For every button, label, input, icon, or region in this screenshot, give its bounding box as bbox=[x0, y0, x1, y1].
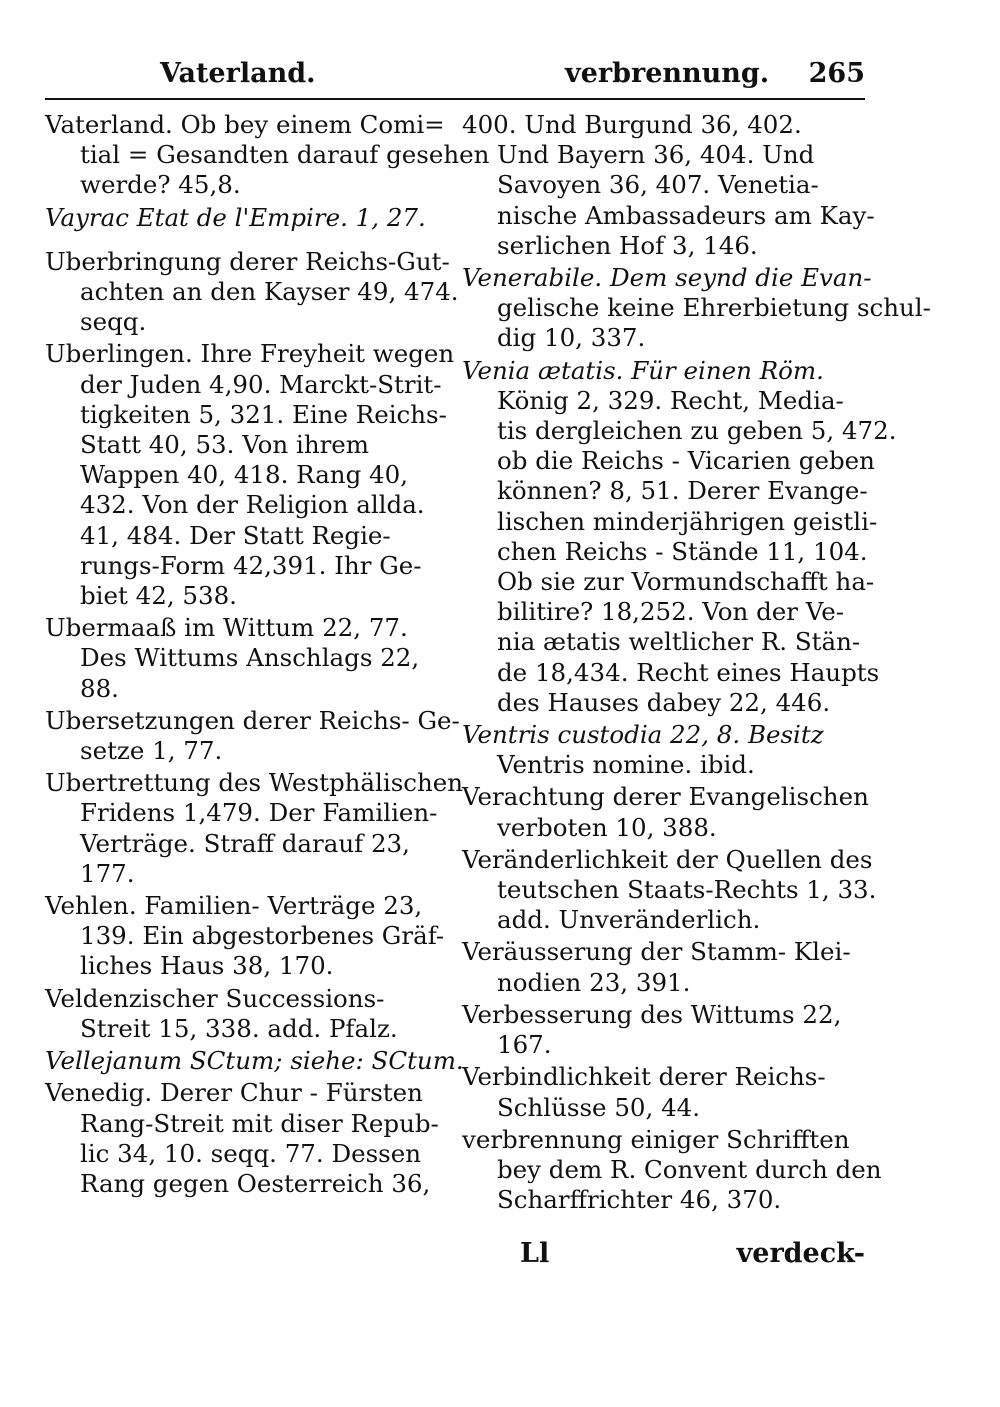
entry-continuation: 167. bbox=[497, 1030, 552, 1060]
entry-headline: 400. Und Burgund 36, 402. bbox=[462, 110, 802, 139]
entry-continuation: bilitire? 18,252. Von der Ve- bbox=[497, 597, 844, 627]
index-entry bbox=[45, 246, 459, 338]
entry-continuation: Ob sie zur Vormundschafft ha- bbox=[497, 567, 875, 597]
entry-headline: Ubermaaß im Wittum 22, 77. bbox=[45, 613, 408, 643]
entry-continuation: gelische keine Ehrerbietung schul- bbox=[497, 293, 931, 323]
left-column bbox=[45, 110, 490, 1201]
entry-headline: Venia ætatis. Für einen Röm. bbox=[462, 355, 824, 385]
index-entry bbox=[45, 891, 445, 982]
entry-continuation: der Juden 4,90. Marckt-Strit- bbox=[80, 369, 442, 399]
entry-continuation: liches Haus 38, 170. bbox=[80, 951, 334, 981]
entry-continuation: de 18,434. Recht eines Haupts bbox=[497, 657, 880, 687]
entry-headline: Vaterland. Ob bey einem Comi= bbox=[45, 110, 445, 139]
entry-continuation: lic 34, 10. seqq. 77. Dessen bbox=[80, 1138, 422, 1168]
entry-continuation: ob die Reichs - Vicarien geben bbox=[497, 446, 875, 476]
entry-headline: Ubersetzungen derer Reichs- Ge- bbox=[45, 705, 460, 735]
entry-continuation: Ventris nomine. ibid. bbox=[497, 750, 755, 780]
entry-continuation: verboten 10, 388. bbox=[497, 812, 717, 842]
entry-headline: Venerabile. Dem seynd die Evan- bbox=[462, 263, 872, 293]
entry-headline: Uberlingen. Ihre Freyheit wegen bbox=[45, 339, 455, 369]
entry-headline: Ventris custodia 22, 8. Besitz bbox=[462, 720, 824, 750]
entry-continuation: rungs-Form 42,391. Ihr Ge- bbox=[80, 550, 422, 580]
index-entry bbox=[45, 613, 445, 704]
index-entry bbox=[462, 1000, 864, 1060]
entry-headline: Vayrac Etat de l'Empire. 1, 27. bbox=[45, 202, 426, 232]
entry-continuation: Verträge. Straff darauf 23, bbox=[80, 828, 410, 858]
index-entry bbox=[462, 1124, 882, 1216]
index-entry bbox=[462, 782, 869, 842]
entry-headline: Verbindlichkeit derer Reichs- bbox=[462, 1062, 826, 1092]
entry-continuation: serlichen Hof 3, 146. bbox=[497, 230, 758, 260]
entry-headline: Ubertrettung des Westphälischen bbox=[45, 768, 464, 798]
entry-continuation: achten an den Kayser 49, 474. bbox=[80, 277, 459, 307]
entry-continuation: Und Bayern 36, 404. Und bbox=[497, 140, 815, 170]
entry-continuation: chen Reichs - Stände 11, 104. bbox=[497, 536, 868, 566]
entry-headline: Venedig. Derer Chur - Fürsten bbox=[45, 1078, 423, 1108]
right-column bbox=[462, 110, 931, 1217]
index-entry bbox=[45, 705, 460, 766]
index-entry bbox=[45, 984, 445, 1044]
entry-headline: Veräusserung der Stamm- Klei- bbox=[462, 937, 851, 967]
index-entry bbox=[45, 110, 490, 201]
entry-headline: Vehlen. Familien- Verträge 23, bbox=[45, 891, 423, 921]
entry-continuation: nia ætatis weltlicher R. Stän- bbox=[497, 627, 861, 657]
catchword: verdeck- bbox=[736, 1238, 865, 1269]
entry-headline: Veränderlichkeit der Quellen des bbox=[462, 844, 873, 874]
entry-continuation: add. Unveränderlich. bbox=[497, 905, 761, 935]
entry-headline: Verbesserung des Wittums 22, bbox=[462, 999, 842, 1029]
entry-continuation: setze 1, 77. bbox=[80, 736, 223, 766]
entry-continuation: teutschen Staats-Rechts 1, 33. bbox=[497, 875, 877, 905]
entry-continuation: Wappen 40, 418. Rang 40, bbox=[80, 460, 409, 490]
entry-continuation: Des Wittums Anschlags 22, bbox=[80, 643, 420, 673]
index-entry bbox=[462, 263, 931, 354]
index-entry bbox=[45, 339, 455, 611]
entry-continuation: lischen minderjährigen geistli- bbox=[497, 506, 878, 536]
running-header bbox=[45, 58, 865, 96]
index-entry bbox=[462, 720, 864, 780]
entry-continuation: Rang-Streit mit diser Repub- bbox=[80, 1108, 439, 1138]
index-entry bbox=[45, 1046, 464, 1076]
entry-continuation: Streit 15, 338. add. Pfalz. bbox=[80, 1013, 398, 1043]
entry-continuation: tis dergleichen zu geben 5, 472. bbox=[497, 416, 897, 446]
entry-continuation: können? 8, 51. Derer Evange- bbox=[497, 476, 868, 506]
entry-continuation: des Hauses dabey 22, 446. bbox=[497, 687, 831, 717]
entry-headline: Verachtung derer Evangelischen bbox=[462, 782, 869, 812]
entry-continuation: dig 10, 337. bbox=[497, 323, 646, 353]
header-left-keyword: Vaterland. bbox=[160, 58, 316, 89]
signature-mark: Ll bbox=[520, 1238, 550, 1269]
entry-continuation: werde? 45,8. bbox=[80, 170, 241, 200]
entry-continuation: seqq. bbox=[80, 307, 147, 337]
index-entry bbox=[45, 768, 464, 889]
entry-continuation: Scharffrichter 46, 370. bbox=[497, 1185, 782, 1215]
entry-continuation: biet 42, 538. bbox=[80, 581, 237, 611]
page-footer bbox=[45, 1238, 865, 1278]
page-number: 265 bbox=[808, 58, 865, 89]
entry-continuation: nodien 23, 391. bbox=[497, 967, 691, 997]
entry-headline: verbrennung einiger Schrifften bbox=[462, 1124, 850, 1154]
index-entry bbox=[45, 203, 445, 233]
entry-continuation: Statt 40, 53. Von ihrem bbox=[80, 430, 370, 460]
index-entry bbox=[462, 1062, 864, 1122]
header-right-keyword: verbrennung. bbox=[565, 58, 770, 89]
index-entry bbox=[462, 110, 875, 261]
header-rule bbox=[45, 98, 865, 100]
entry-continuation: Schlüsse 50, 44. bbox=[497, 1092, 701, 1122]
entry-continuation: nische Ambassadeurs am Kay- bbox=[497, 200, 875, 230]
entry-continuation: König 2, 329. Recht, Media- bbox=[497, 385, 844, 415]
index-entry bbox=[462, 355, 897, 718]
entry-continuation: 88. bbox=[80, 673, 119, 703]
entry-headline: Uberbringung derer Reichs-Gut- bbox=[45, 246, 450, 276]
entry-headline: Veldenzischer Successions- bbox=[45, 983, 385, 1013]
entry-headline: Vellejanum SCtum; siehe: SCtum. bbox=[45, 1046, 464, 1076]
entry-continuation: tial = Gesandten darauf gesehen bbox=[80, 140, 490, 170]
entry-continuation: 432. Von der Religion allda. bbox=[80, 490, 425, 520]
entry-continuation: Fridens 1,479. Der Familien- bbox=[80, 798, 438, 828]
entry-continuation: 139. Ein abgestorbenes Gräf- bbox=[80, 921, 445, 951]
entry-continuation: tigkeiten 5, 321. Eine Reichs- bbox=[80, 399, 447, 429]
index-entry bbox=[462, 844, 877, 936]
entry-continuation: bey dem R. Convent durch den bbox=[497, 1154, 882, 1184]
entry-continuation: Savoyen 36, 407. Venetia- bbox=[497, 170, 819, 200]
index-entry bbox=[462, 937, 864, 997]
entry-continuation: 41, 484. Der Statt Regie- bbox=[80, 520, 391, 550]
entry-continuation: 177. bbox=[80, 858, 135, 888]
index-entry bbox=[45, 1078, 445, 1199]
entry-continuation: Rang gegen Oesterreich 36, bbox=[80, 1168, 431, 1198]
